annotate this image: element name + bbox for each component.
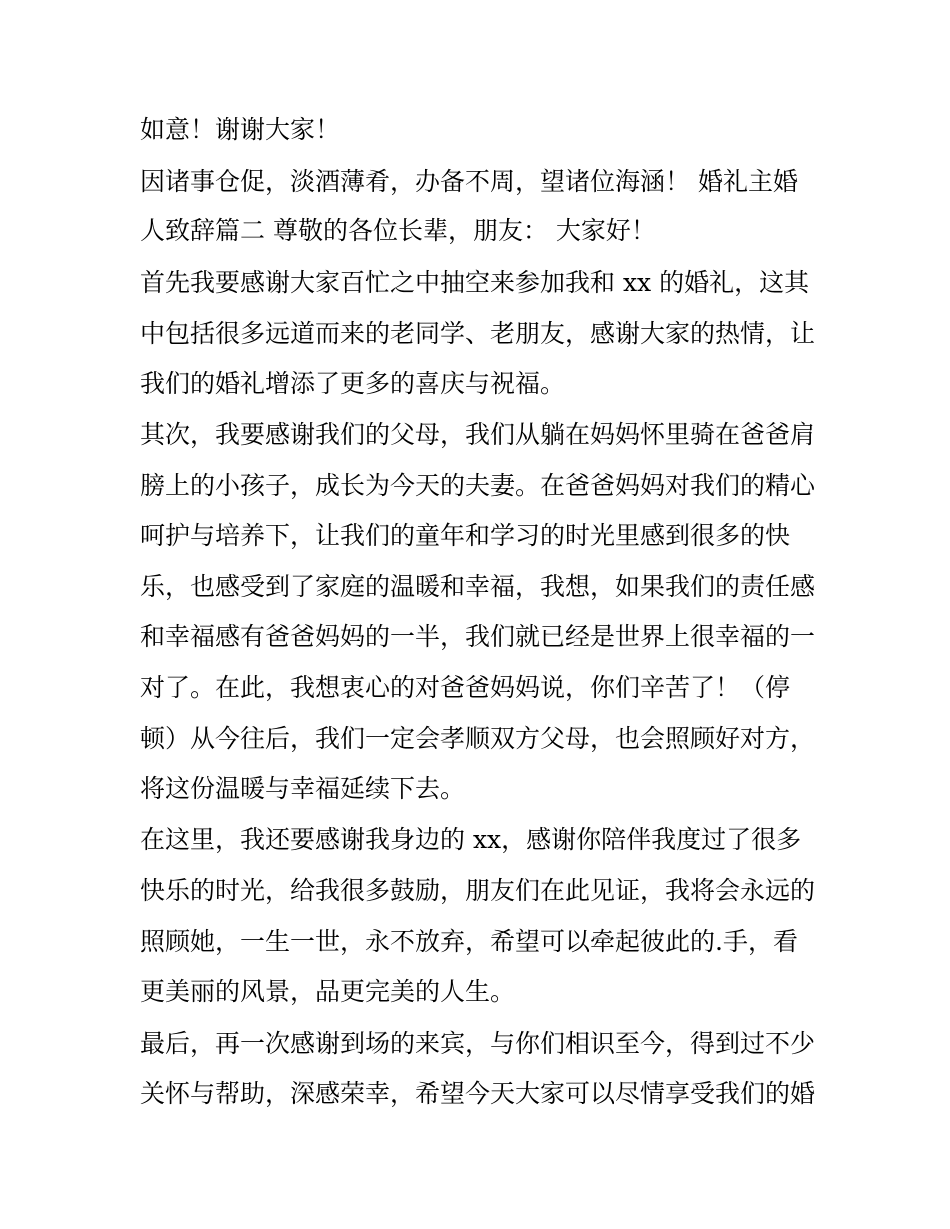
text-line: 最后，再一次感谢到场的来宾，与你们相识至今，得到过不少 xyxy=(140,1029,816,1058)
text-line: 人致辞篇二 尊敬的各位长辈，朋友： 大家好！ xyxy=(140,216,656,245)
text-line: 我们的婚礼增添了更多的喜庆与祝福。 xyxy=(140,369,566,398)
text-line: 更美丽的风景，品更完美的人生。 xyxy=(140,977,516,1006)
text-line: 膀上的小孩子，成长为今天的夫妻。在爸爸妈妈对我们的精心 xyxy=(140,471,816,500)
text-line: 快乐的时光，给我很多鼓励，朋友们在此见证，我将会永远的 xyxy=(140,876,816,905)
text-line: 乐，也感受到了家庭的温暖和幸福，我想，如果我们的责任感 xyxy=(140,572,816,601)
text-line: 因诸事仓促，淡酒薄肴，办备不周，望诸位海涵！ 婚礼主婚 xyxy=(140,167,798,196)
text-line: 在这里，我还要感谢我身边的 xx，感谢你陪伴我度过了很多 xyxy=(140,825,802,854)
text-line: 照顾她，一生一世，永不放弃，希望可以牵起彼此的.手，看 xyxy=(140,927,798,956)
text-line: 其次，我要感谢我们的父母，我们从躺在妈妈怀里骑在爸爸肩 xyxy=(140,420,816,449)
text-line: 如意！谢谢大家！ xyxy=(140,115,341,144)
text-line: 和幸福感有爸爸妈妈的一半，我们就已经是世界上很幸福的一 xyxy=(140,622,816,651)
text-line: 对了。在此，我想衷心的对爸爸妈妈说，你们辛苦了！（停 xyxy=(140,673,791,702)
text-line: 首先我要感谢大家百忙之中抽空来参加我和 xx 的婚礼，这其 xyxy=(140,268,810,297)
text-line: 关怀与帮助，深感荣幸，希望今天大家可以尽情享受我们的婚 xyxy=(140,1079,816,1108)
text-line: 中包括很多远道而来的老同学、老朋友，感谢大家的热情，让 xyxy=(140,319,816,348)
text-line: 呵护与培养下，让我们的童年和学习的时光里感到很多的快 xyxy=(140,521,791,550)
text-line: 将这份温暖与幸福延续下去。 xyxy=(140,774,466,803)
text-line: 顿）从今往后，我们一定会孝顺双方父母，也会照顾好对方， xyxy=(140,724,816,753)
